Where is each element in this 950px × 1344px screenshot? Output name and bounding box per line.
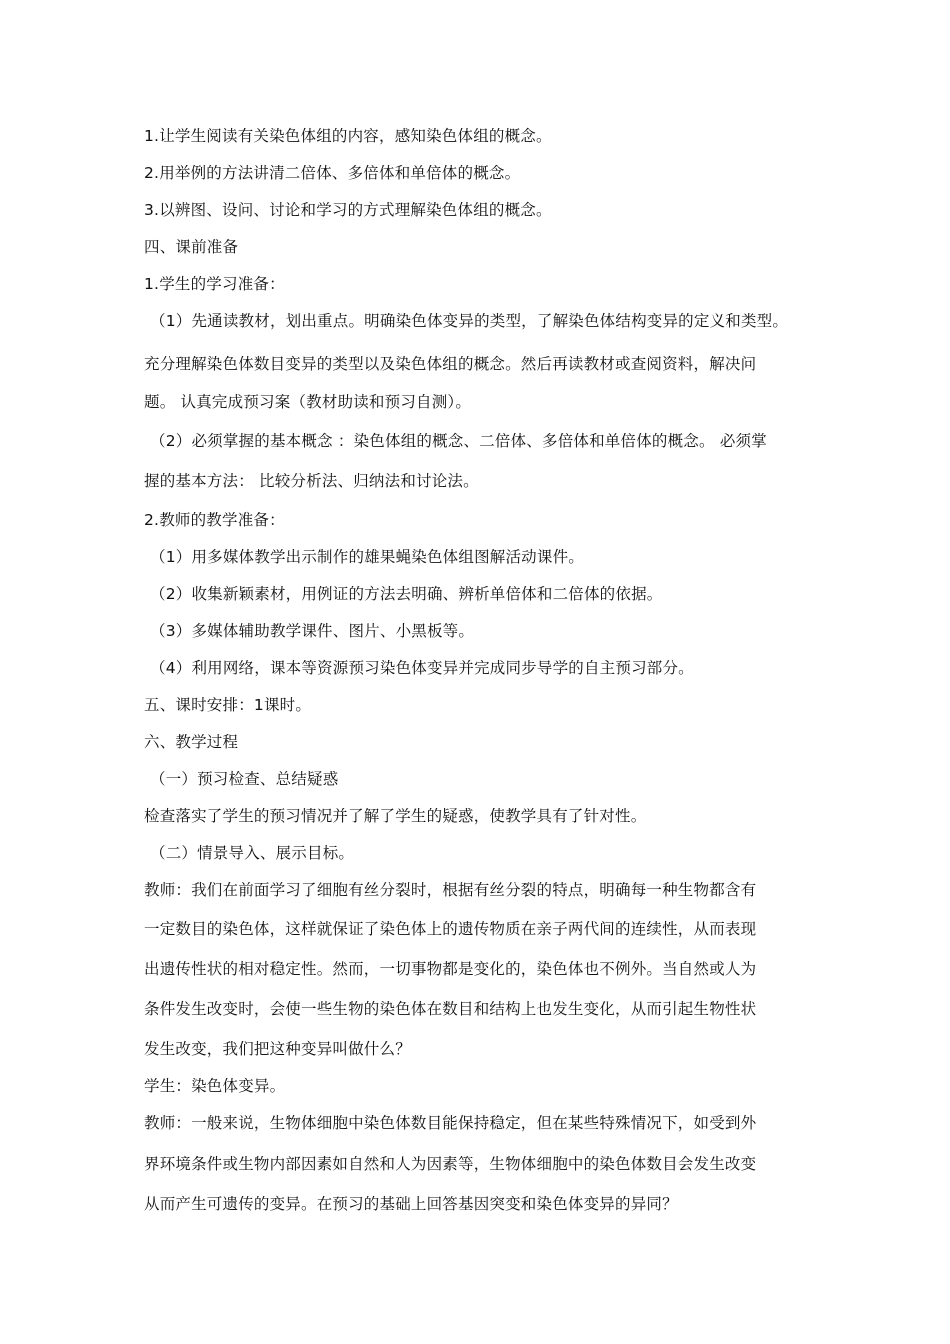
section-heading: 五、课时安排：1课时。: [144, 696, 312, 714]
text-line: 2.用举例的方法讲清二倍体、多倍体和单倍体的概念。: [144, 164, 521, 182]
text-line: 出遗传性状的相对稳定性。然而，一切事物都是变化的，染色体也不例外。当自然或人为: [144, 960, 757, 978]
subsection-heading: （一）预习检查、总结疑惑: [150, 770, 339, 788]
text-line: 一定数目的染色体，这样就保证了染色体上的遗传物质在亲子两代间的连续性，从而表现: [144, 920, 757, 938]
text-line: 发生改变，我们把这种变异叫做什么？: [144, 1040, 411, 1058]
text-line: 1.学生的学习准备：: [144, 275, 285, 293]
text-line: （2）必须掌握的基本概念 ：染色体组的概念、二倍体、多倍体和单倍体的概念。 必须掌: [150, 432, 767, 450]
text-line: （4）利用网络，课本等资源预习染色体变异并完成同步导学的自主预习部分。: [150, 659, 694, 677]
text-line: 条件发生改变时，会使一些生物的染色体在数目和结构上也发生变化，从而引起生物性状: [144, 1000, 757, 1018]
text-line: 充分理解染色体数目变异的类型以及染色体组的概念。然后再读教材或查阅资料，解决问: [144, 355, 757, 373]
text-line: 1.让学生阅读有关染色体组的内容，感知染色体组的概念。: [144, 127, 552, 145]
text-line: （2）收集新颖素材，用例证的方法去明确、辨析单倍体和二倍体的依据。: [150, 585, 663, 603]
text-line: （1）用多媒体教学出示制作的雄果蝇染色体组图解活动课件。: [150, 548, 584, 566]
text-line: 从而产生可遗传的变异。在预习的基础上回答基因突变和染色体变异的异同？: [144, 1195, 678, 1213]
text-line: 检查落实了学生的预习情况并了解了学生的疑惑，使教学具有了针对性。: [144, 807, 647, 825]
subsection-heading: （二）情景导入、展示目标。: [150, 844, 355, 862]
text-line: 界环境条件或生物内部因素如自然和人为因素等，生物体细胞中的染色体数目会发生改变: [144, 1155, 757, 1173]
text-line: （1）先通读教材，划出重点。明确染色体变异的类型，了解染色体结构变异的定义和类型。: [150, 312, 789, 330]
text-line: 教师：我们在前面学习了细胞有丝分裂时，根据有丝分裂的特点，明确每一种生物都含有: [144, 881, 757, 899]
text-line: 教师：一般来说，生物体细胞中染色体数目能保持稳定，但在某些特殊情况下，如受到外: [144, 1114, 757, 1132]
text-line: （3）多媒体辅助教学课件、图片、小黑板等。: [150, 622, 475, 640]
text-line: 题。 认真完成预习案（教材助读和预习自测）。: [144, 393, 472, 411]
text-line: 2.教师的教学准备：: [144, 511, 285, 529]
text-line: 3.以辨图、设问、讨论和学习的方式理解染色体组的概念。: [144, 201, 552, 219]
section-heading: 四、课前准备: [144, 238, 239, 256]
text-line: 学生：染色体变异。: [144, 1077, 286, 1095]
section-heading: 六、教学过程: [144, 733, 239, 751]
text-line: 握的基本方法： 比较分析法、归纳法和讨论法。: [144, 472, 479, 490]
